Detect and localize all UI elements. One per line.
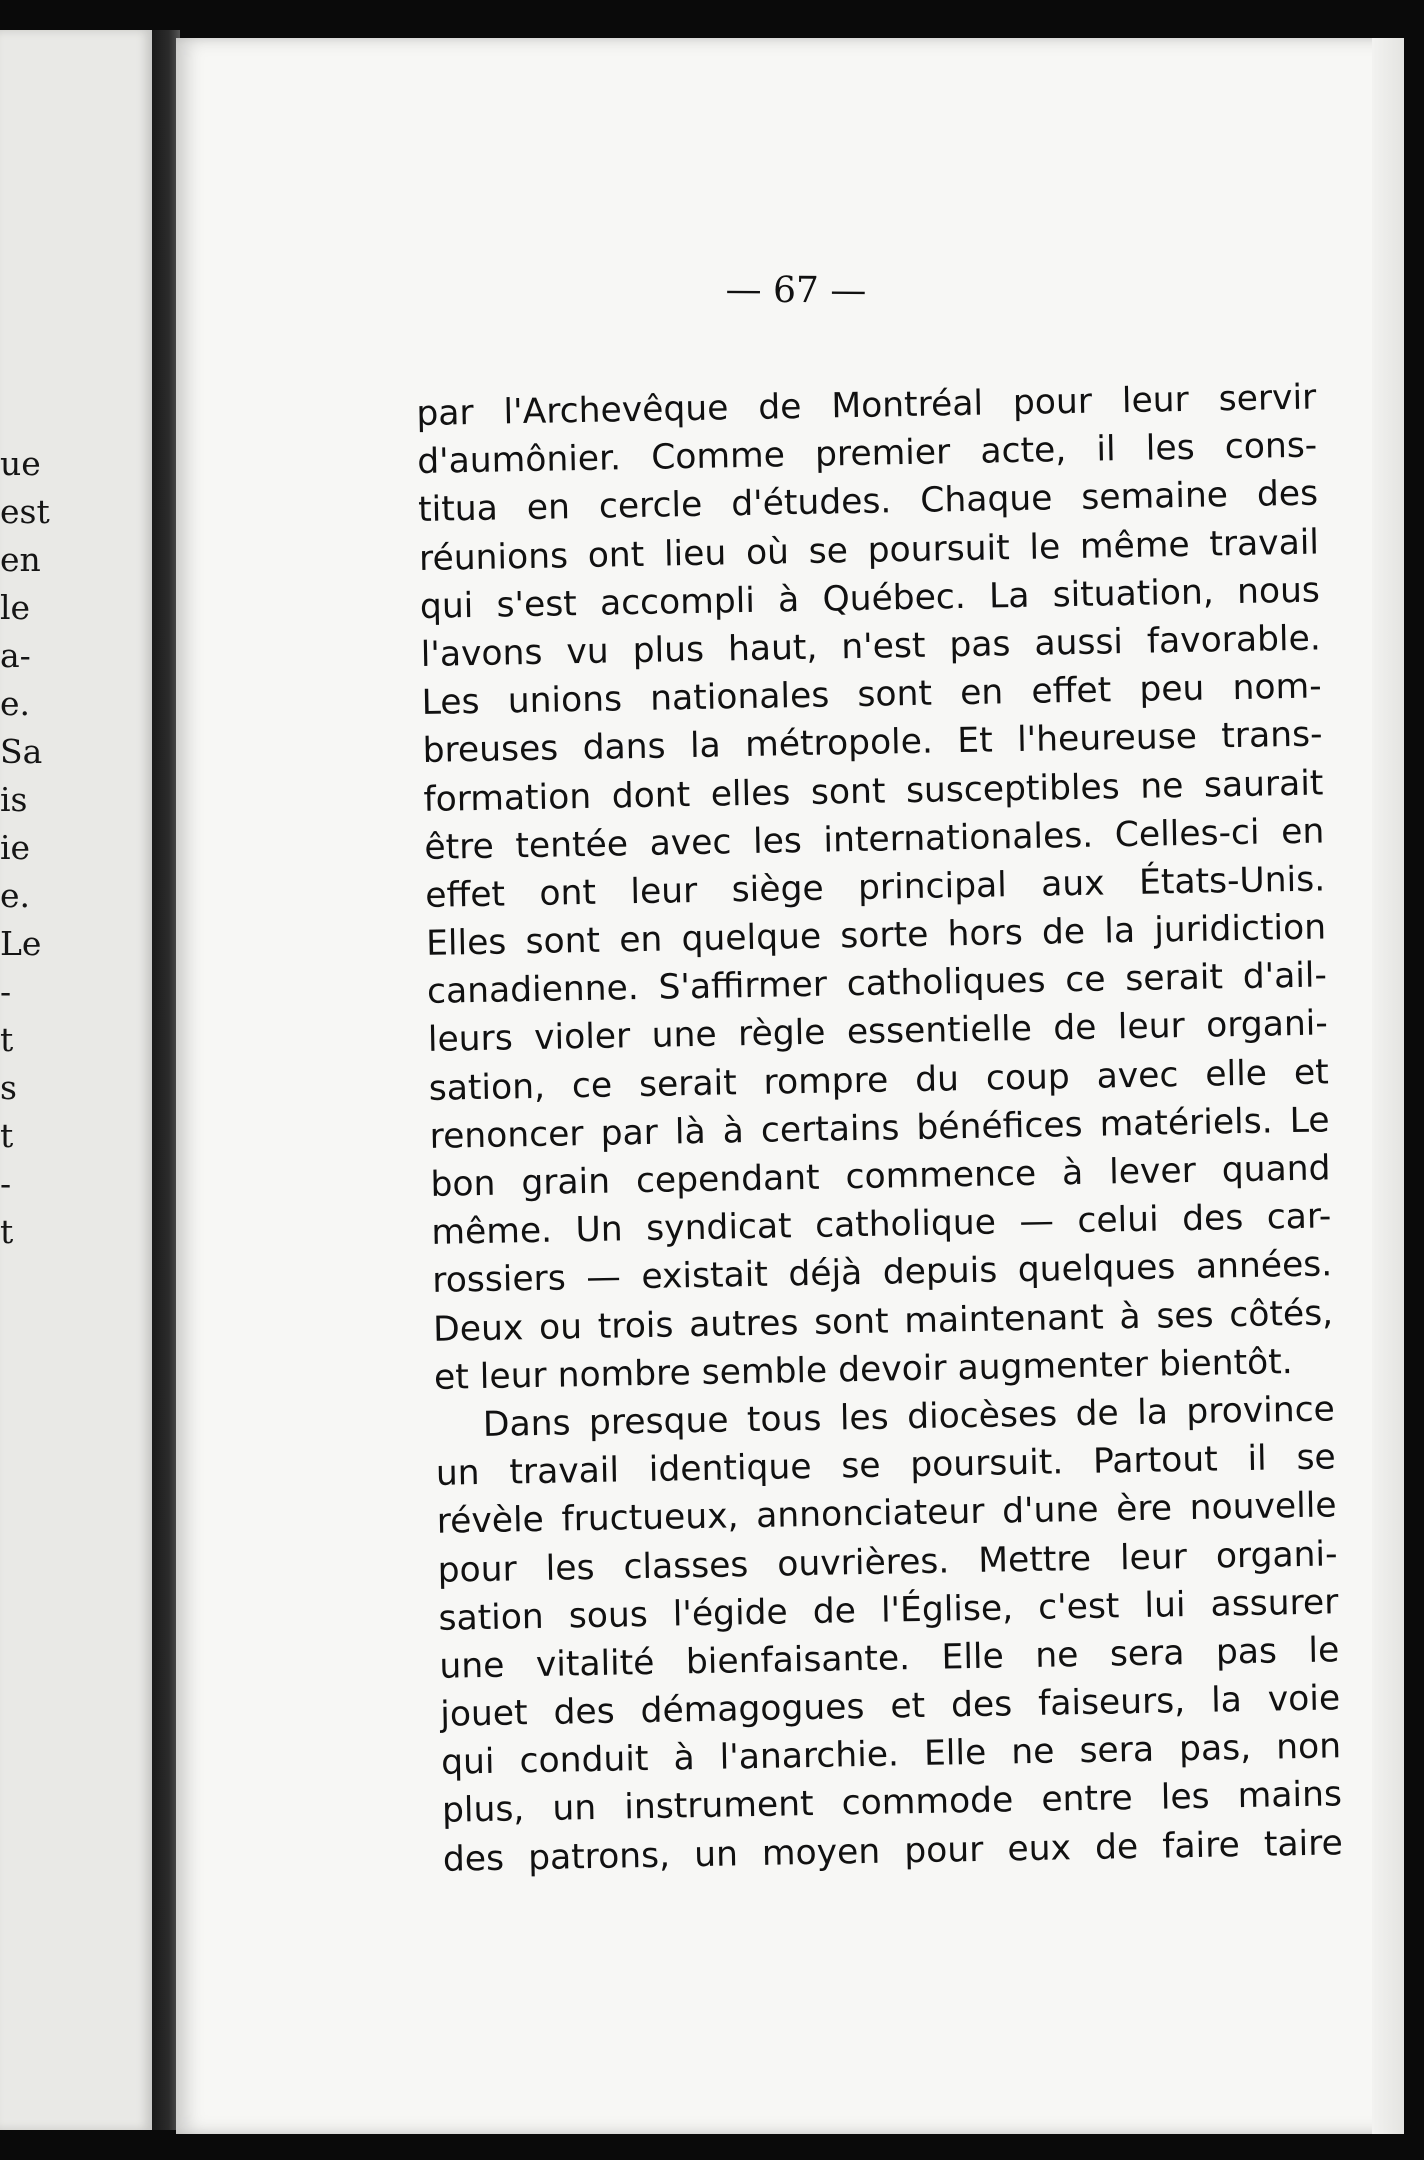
text-line: Dans presque tous les diocèses de la province xyxy=(482,1389,1336,1445)
left-fragment: t xyxy=(0,1020,14,1059)
left-fragment: le xyxy=(0,588,31,627)
left-fragment: Sa xyxy=(0,732,43,771)
main-page xyxy=(176,38,1404,2134)
text-line: réunions ont lieu où se poursuit le même travail xyxy=(418,522,1320,579)
text-line: Les unions nationales sont en effet peu nom- xyxy=(421,666,1322,724)
text-line: qui s'est accompli à Québec. La situation, nous xyxy=(419,570,1321,627)
text-line: qui conduit à l'anarchie. Elle ne sera pas, non xyxy=(440,1726,1342,1784)
text-line: leurs violer une règle essentielle de leur organi- xyxy=(427,1003,1329,1061)
text-line: jouet des démagogues et des faiseurs, la voie xyxy=(439,1678,1341,1735)
left-fragment: en xyxy=(0,540,41,579)
text-line: renoncer par là à certains bénéfices matériels. Le xyxy=(429,1100,1330,1157)
text-line: Deux ou trois autres sont maintenant à ses côtés, xyxy=(432,1292,1334,1350)
text-line: titua en cercle d'études. Chaque semaine des xyxy=(417,473,1319,531)
text-line: formation dont elles sont susceptibles ne saurait xyxy=(423,762,1324,820)
left-fragment: s xyxy=(0,1068,17,1107)
left-fragment: t xyxy=(0,1212,14,1251)
text-line: rossiers — existait déjà depuis quelques années. xyxy=(431,1244,1333,1302)
text-line: sation sous l'égide de l'Église, c'est lui assurer xyxy=(438,1581,1339,1639)
text-line: même. Un syndicat catholique — celui des car- xyxy=(431,1196,1332,1254)
page-number: — 67 — xyxy=(725,269,867,312)
text-line: par l'Archevêque de Montréal pour leur servir xyxy=(416,377,1317,434)
left-fragment: e. xyxy=(0,876,31,915)
left-fragment: a- xyxy=(0,636,31,675)
left-page-text-fragments xyxy=(0,440,100,1256)
left-fragment: ue xyxy=(0,444,41,483)
text-line: d'aumônier. Comme premier acte, il les cons- xyxy=(416,425,1318,483)
paragraph-2 xyxy=(435,1385,1344,1883)
text-line: une vitalité bienfaisante. Elle ne sera pas le xyxy=(439,1630,1340,1687)
left-fragment: est xyxy=(0,492,50,531)
text-line: breuses dans la métropole. Et l'heureuse trans- xyxy=(422,714,1323,772)
text-line: l'avons vu plus haut, n'est pas aussi favorable. xyxy=(420,618,1322,675)
text-line: révèle fructueux, annonciateur d'une ère nouvelle xyxy=(436,1485,1337,1543)
text-line: effet ont leur siège principal aux États-Unis. xyxy=(424,859,1326,916)
left-fragment: e. xyxy=(0,684,31,723)
text-line: des patrons, un moyen pour eux de faire taire xyxy=(442,1822,1344,1880)
text-line: bon grain cependant commence à lever quand xyxy=(430,1148,1331,1205)
left-fragment: t xyxy=(0,1116,14,1155)
left-fragment: - xyxy=(0,1164,12,1203)
left-fragment: - xyxy=(0,972,12,1011)
paragraph-1 xyxy=(416,374,1334,1402)
left-fragment: is xyxy=(0,780,28,819)
page-edge-shading xyxy=(1372,38,1404,2134)
text-line: plus, un instrument commode entre les mains xyxy=(441,1774,1343,1832)
text-line: pour les classes ouvrières. Mettre leur organi- xyxy=(437,1533,1338,1591)
text-line: un travail identique se poursuit. Partout il se xyxy=(435,1437,1337,1494)
text-line: et leur nombre semble devoir augmenter bientôt. xyxy=(433,1341,1294,1398)
left-page-edge xyxy=(0,30,152,2130)
body-text xyxy=(416,374,1343,1884)
left-fragment: Le xyxy=(0,924,42,963)
text-line: sation, ce serait rompre du coup avec elle et xyxy=(428,1052,1330,1109)
text-line: Elles sont en quelque sorte hors de la juridiction xyxy=(425,907,1327,964)
text-line: être tentée avec les internationales. Celles-ci en xyxy=(424,811,1325,868)
left-fragment: ie xyxy=(0,828,31,867)
text-line: canadienne. S'affirmer catholiques ce serait d'ail- xyxy=(426,955,1328,1013)
